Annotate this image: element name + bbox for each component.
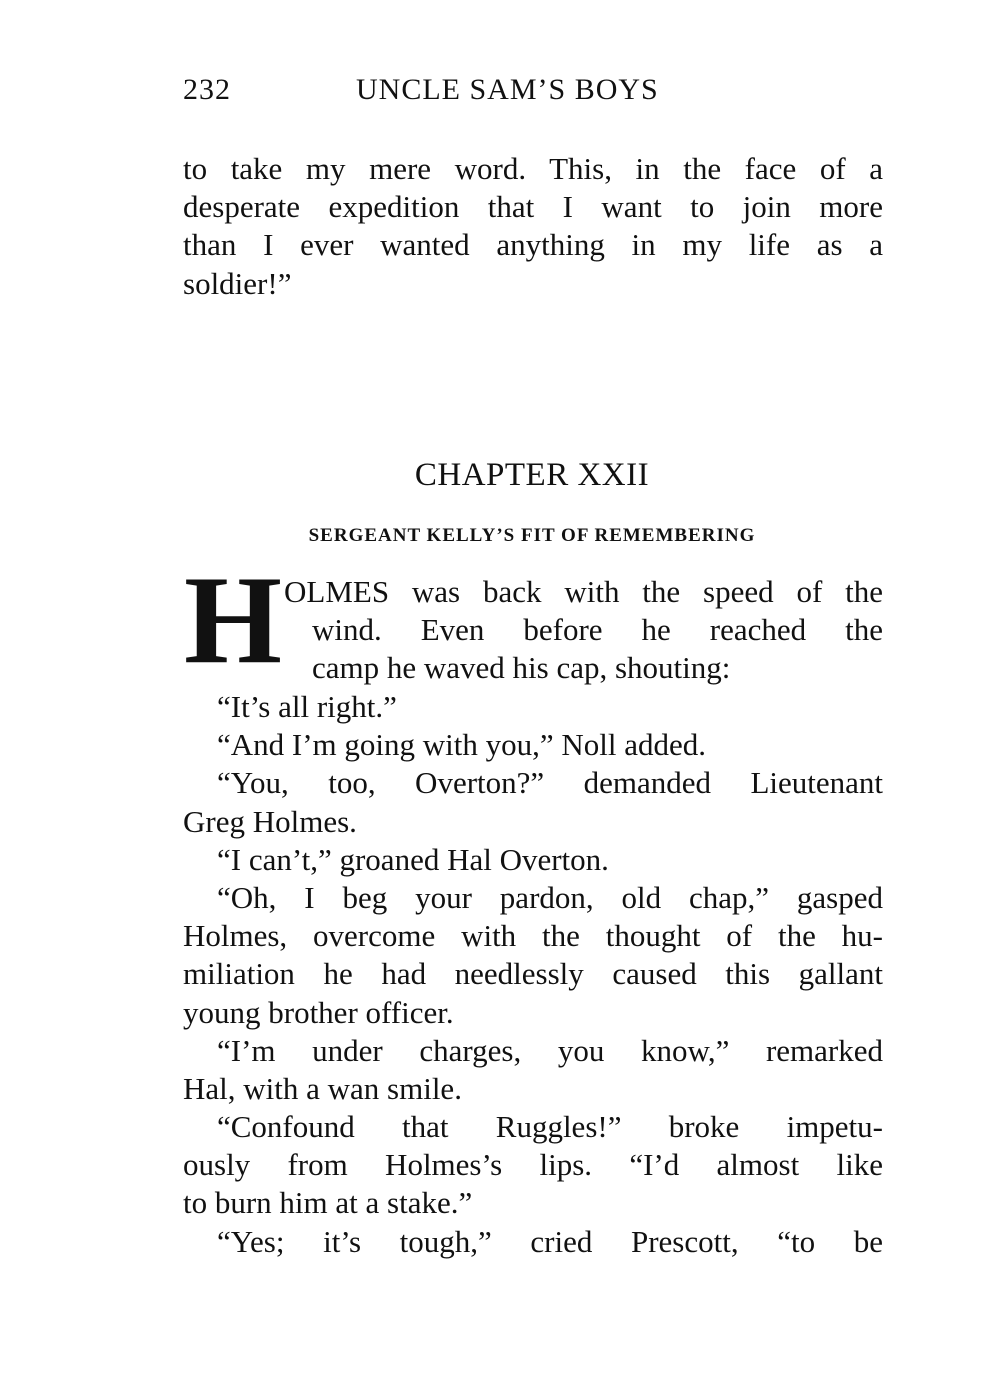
text-line: young brother officer. [183, 994, 454, 1030]
text-line: soldier!” [183, 265, 292, 301]
text-line: than I ever wanted anything in my life as a [183, 227, 883, 263]
running-title: UNCLE SAM’S BOYS [356, 73, 659, 106]
text-line: miliation he had needlessly caused this gallant [183, 956, 883, 992]
page-number: 232 [183, 73, 231, 106]
text-line: “It’s all right.” [217, 689, 397, 724]
chapter-subtitle: SERGEANT KELLY’S FIT OF REMEMBERING [308, 525, 756, 546]
text-line: OLMES was back with the speed of the [284, 574, 883, 609]
text-line: ously from Holmes’s lips. “I’d almost like [183, 1147, 883, 1183]
text-line: “Oh, I beg your pardon, old chap,” gasped [217, 879, 883, 915]
text-line: camp he waved his cap, shouting: [312, 650, 731, 686]
chapter-title: CHAPTER XXII [414, 457, 650, 493]
text-line: Holmes, overcome with the thought of the hu- [183, 918, 883, 954]
text-line: “I’m under charges, you know,” remarked [217, 1032, 883, 1068]
page-header [183, 70, 713, 110]
text-line: “Confound that Ruggles!” broke impetu- [217, 1109, 883, 1145]
text-line: desperate expedition that I want to join more [183, 189, 883, 225]
text-line: “And I’m going with you,” Noll added. [217, 727, 707, 763]
text-line: Hal, with a wan smile. [183, 1070, 462, 1106]
drop-cap-paragraph [284, 573, 883, 688]
opening-paragraph [183, 150, 883, 303]
chapter-body [183, 688, 883, 1261]
text-line: to take my mere word. This, in the face of a [183, 151, 883, 186]
text-line: wind. Even before he reached the [312, 612, 883, 648]
text-line: to burn him at a stake.” [183, 1185, 473, 1221]
drop-cap: H [184, 551, 283, 690]
text-line: “You, too, Overton?” demanded Lieutenant [217, 765, 883, 801]
text-line: Greg Holmes. [183, 803, 357, 839]
text-line: “Yes; it’s tough,” cried Prescott, “to be [217, 1223, 883, 1259]
text-line: “I can’t,” groaned Hal Overton. [217, 841, 609, 877]
